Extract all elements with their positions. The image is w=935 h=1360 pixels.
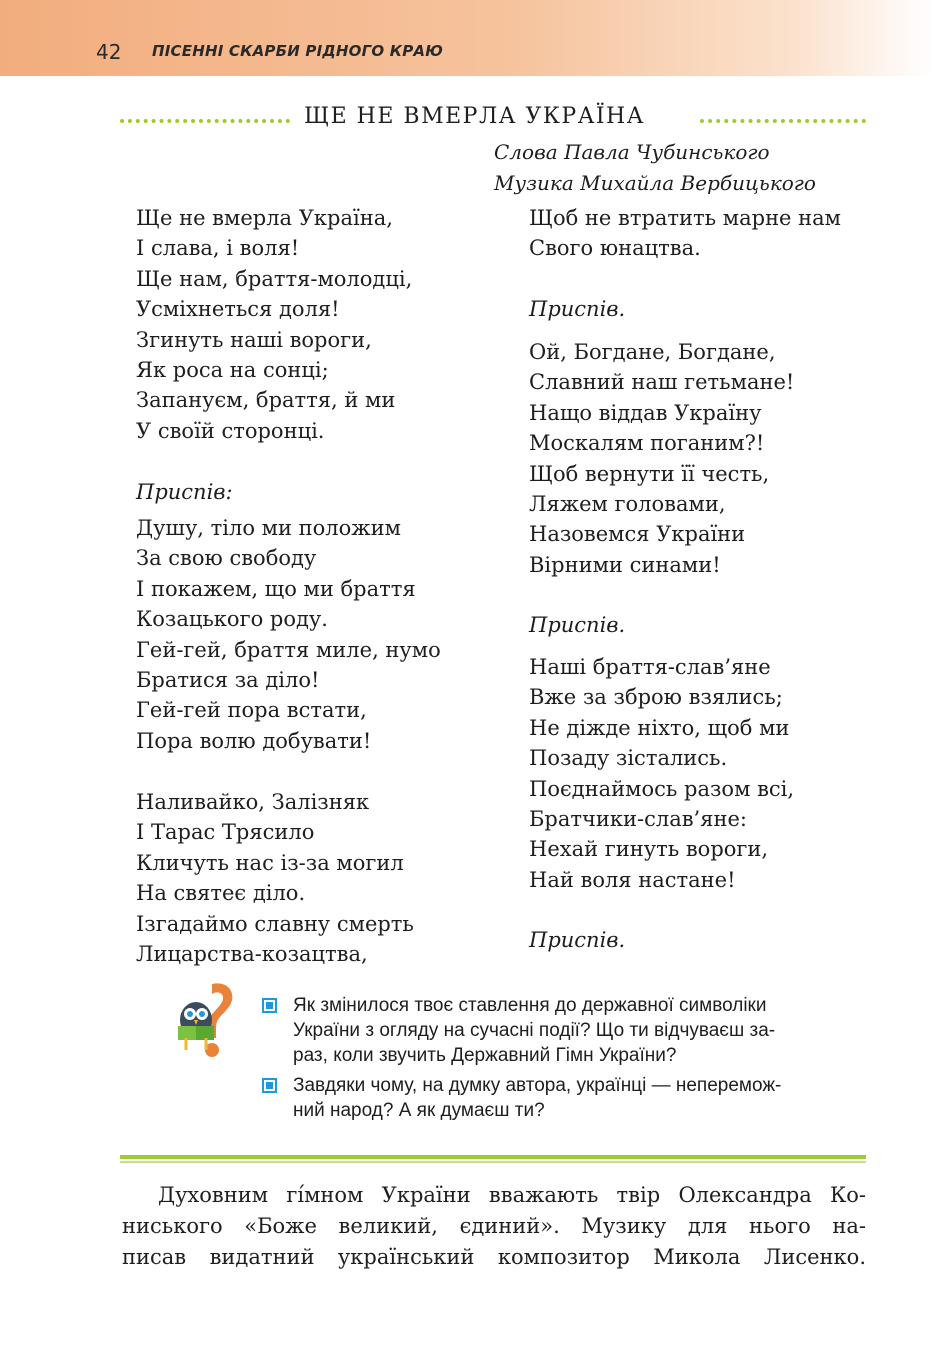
section-divider-thin (120, 1161, 866, 1163)
verse-line: Нащо віддав Україну (529, 400, 762, 425)
page-header (0, 0, 935, 76)
verse-line: У своїй сторонці. (136, 418, 325, 443)
verse-line: Назовемся України (529, 522, 746, 547)
verse-line: Вже за зброю взялись; (529, 685, 783, 710)
verse-line: Москалям поганим?! (529, 431, 765, 456)
verse-line: Запануєм, браття, й ми (136, 388, 396, 413)
verse-line: Гей-гей, браття миле, нумо (136, 637, 441, 662)
verse-line: І покажем, що ми браття (136, 576, 416, 601)
question-owl-icon (172, 980, 238, 1062)
verse-line: Щоб вернути її честь, (529, 461, 770, 486)
verse-line: Як роса на сонці; (136, 357, 329, 382)
verse-line: Поєднаймось разом всі, (529, 776, 795, 801)
song-title: ЩЕ НЕ ВМЕРЛА УКРАЇНА (304, 104, 645, 129)
verse-line: Ще не вмерла Україна, (136, 206, 393, 230)
refrain-label: Приспів. (529, 613, 626, 637)
refrain-label: Приспів: (136, 480, 233, 504)
verse-2 (136, 787, 414, 969)
question-line: раз, коли звучить Державний Гімн України? (293, 1045, 677, 1066)
refrain-label: Приспів. (529, 297, 626, 321)
verse-3 (529, 337, 794, 580)
verse-line: Не діжде ніхто, щоб ми (529, 715, 790, 740)
verse-line: Братчики-слав’яне: (529, 806, 747, 831)
verse-line: Ізгадаймо славну смерть (136, 911, 414, 936)
verse-line: На святеє діло. (136, 881, 306, 906)
paragraph-line: писав видатний український композитор Микола Лисенко. (122, 1245, 866, 1269)
verse-4 (529, 652, 794, 895)
verse-1 (136, 203, 412, 446)
section-title: ПІСЕННІ СКАРБИ РІДНОГО КРАЮ (152, 42, 444, 60)
verse-line: Кличуть нас із-за могил (136, 850, 404, 875)
verse-line: Ой, Богдане, Богдане, (529, 340, 776, 364)
title-dots-right (700, 119, 866, 123)
verse-line: Най воля настане! (529, 867, 736, 892)
verse-2-end (529, 203, 841, 264)
page-number: 42 (96, 40, 122, 64)
verse-line: Козацького роду. (136, 607, 328, 632)
verse-line: Наші браття-слав’яне (529, 655, 771, 679)
square-bullet-icon (262, 1078, 277, 1093)
refrain-label: Приспів. (529, 928, 626, 952)
verse-line: Нехай гинуть вороги, (529, 837, 769, 862)
verse-line: І Тарас Трясило (136, 820, 315, 845)
question-line: ний народ? А як думаєш ти? (293, 1100, 545, 1121)
question-line: України з огляду на сучасні події? Що ти відчуваєш за- (293, 1020, 776, 1041)
verse-line: Душу, тіло ми положим (136, 516, 401, 540)
title-dots-left (120, 119, 290, 123)
music-credit: Музика Михайла Вербицького (494, 171, 816, 195)
question-item (266, 1073, 871, 1123)
closing-paragraph (122, 1180, 866, 1273)
question-item (266, 993, 871, 1068)
verse-line: Лицарства-козацтва, (136, 941, 368, 966)
section-divider (120, 1155, 866, 1159)
verse-line: Братися за діло! (136, 667, 320, 692)
verse-line: Ще нам, браття-молодці, (136, 266, 413, 291)
verse-line: Наливайко, Залізняк (136, 790, 370, 814)
verse-line: Гей-гей пора встати, (136, 698, 367, 723)
verse-line: Усміхнеться доля! (136, 297, 340, 322)
paragraph-line: ниського «Боже великий, єдиний». Музику для нього на- (122, 1214, 866, 1238)
question-line: Як змінилося твоє ставлення до державної символіки (293, 995, 767, 1016)
verse-line: За свою свободу (136, 546, 317, 571)
verse-line: І слава, і воля! (136, 236, 300, 261)
verse-line: Пора волю добувати! (136, 728, 372, 753)
verse-line: Ляжем головами, (529, 491, 726, 516)
verse-line: Славний наш гетьмане! (529, 370, 795, 395)
question-line: Завдяки чому, на думку автора, українці — неперемож- (293, 1075, 782, 1096)
verse-line: Згинуть наші вороги, (136, 327, 372, 352)
refrain-text (136, 513, 441, 756)
paragraph-line: Духовним гі́мном України вважають твір Олександра Ко- (158, 1183, 866, 1207)
verse-line: Позаду зістались. (529, 746, 728, 771)
square-bullet-icon (262, 998, 277, 1013)
verse-line: Свого юнацтва. (529, 236, 701, 261)
verse-line: Щоб не втратить марне нам (529, 206, 842, 230)
lyrics-credit: Слова Павла Чубинського (494, 140, 770, 164)
verse-line: Вірними синами! (529, 552, 721, 577)
